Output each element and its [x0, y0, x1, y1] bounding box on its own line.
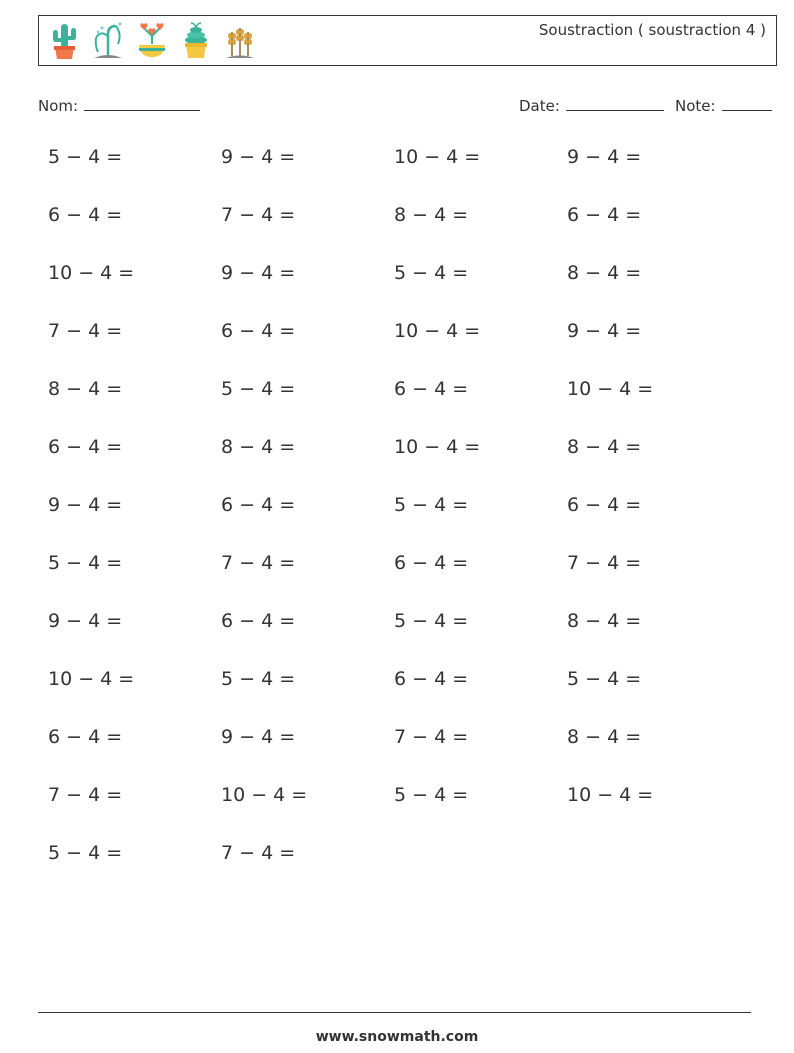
problem-item: 5 − 4 = [394, 784, 469, 806]
problem-item: 5 − 4 = [48, 146, 123, 168]
problem-item: 8 − 4 = [394, 204, 469, 226]
problem-item: 6 − 4 = [48, 436, 123, 458]
problem-item: 6 − 4 = [221, 494, 296, 516]
note-blank [722, 94, 772, 111]
wheat-icon [222, 20, 258, 60]
footer-website: www.snowmath.com [315, 1029, 479, 1045]
problem-item: 10 − 4 = [394, 436, 481, 458]
problem-item: 8 − 4 = [48, 378, 123, 400]
name-blank [84, 94, 200, 111]
note-field [675, 94, 772, 115]
problem-item: 8 − 4 = [567, 436, 642, 458]
problem-item: 5 − 4 = [48, 552, 123, 574]
problem-item: 10 − 4 = [221, 784, 308, 806]
problem-item: 8 − 4 = [567, 262, 642, 284]
problem-item: 6 − 4 = [221, 320, 296, 342]
problem-item: 6 − 4 = [48, 726, 123, 748]
problem-item: 7 − 4 = [221, 204, 296, 226]
problem-item: 6 − 4 = [567, 494, 642, 516]
problem-item: 5 − 4 = [221, 668, 296, 690]
problem-item: 7 − 4 = [394, 726, 469, 748]
problem-item: 6 − 4 = [567, 204, 642, 226]
problem-item: 5 − 4 = [394, 494, 469, 516]
problem-item: 9 − 4 = [221, 262, 296, 284]
problem-item: 9 − 4 = [567, 320, 642, 342]
date-blank [566, 94, 664, 111]
header-box [38, 15, 777, 66]
problem-item: 8 − 4 = [567, 610, 642, 632]
date-label: Date: [519, 97, 560, 115]
problem-item: 7 − 4 = [567, 552, 642, 574]
problem-grid [48, 146, 740, 900]
problem-item: 10 − 4 = [48, 262, 135, 284]
problem-item: 10 − 4 = [48, 668, 135, 690]
problem-item: 6 − 4 = [48, 204, 123, 226]
problem-item: 6 − 4 = [394, 552, 469, 574]
name-field [38, 94, 200, 115]
problem-item: 8 − 4 = [567, 726, 642, 748]
problem-item: 5 − 4 = [394, 262, 469, 284]
problem-item: 5 − 4 = [48, 842, 123, 864]
problem-item: 5 − 4 = [394, 610, 469, 632]
problem-item: 7 − 4 = [221, 552, 296, 574]
problem-item: 6 − 4 = [221, 610, 296, 632]
problem-item: 9 − 4 = [48, 610, 123, 632]
footer-divider [38, 1012, 751, 1013]
problem-item: 6 − 4 = [394, 668, 469, 690]
problem-item: 5 − 4 = [567, 668, 642, 690]
problem-item: 10 − 4 = [394, 146, 481, 168]
problem-item: 10 − 4 = [394, 320, 481, 342]
potted-plant-icon [178, 20, 214, 60]
flower-pot-icon [134, 20, 170, 60]
problem-item: 10 − 4 = [567, 784, 654, 806]
problem-item: 8 − 4 = [221, 436, 296, 458]
problem-item: 5 − 4 = [221, 378, 296, 400]
problem-item: 7 − 4 = [221, 842, 296, 864]
header-icons [46, 20, 258, 60]
problem-item: 9 − 4 = [221, 726, 296, 748]
note-label: Note: [675, 97, 716, 115]
problem-item: 9 − 4 = [221, 146, 296, 168]
problem-item: 9 − 4 = [48, 494, 123, 516]
problem-item: 6 − 4 = [394, 378, 469, 400]
problem-item: 7 − 4 = [48, 320, 123, 342]
worksheet-title: Soustraction ( soustraction 4 ) [538, 21, 766, 39]
problem-item: 10 − 4 = [567, 378, 654, 400]
problem-item: 7 − 4 = [48, 784, 123, 806]
seedling-icon [90, 20, 126, 60]
cactus-icon [46, 20, 82, 60]
date-field [519, 94, 664, 115]
problem-item: 9 − 4 = [567, 146, 642, 168]
name-label: Nom: [38, 97, 79, 115]
